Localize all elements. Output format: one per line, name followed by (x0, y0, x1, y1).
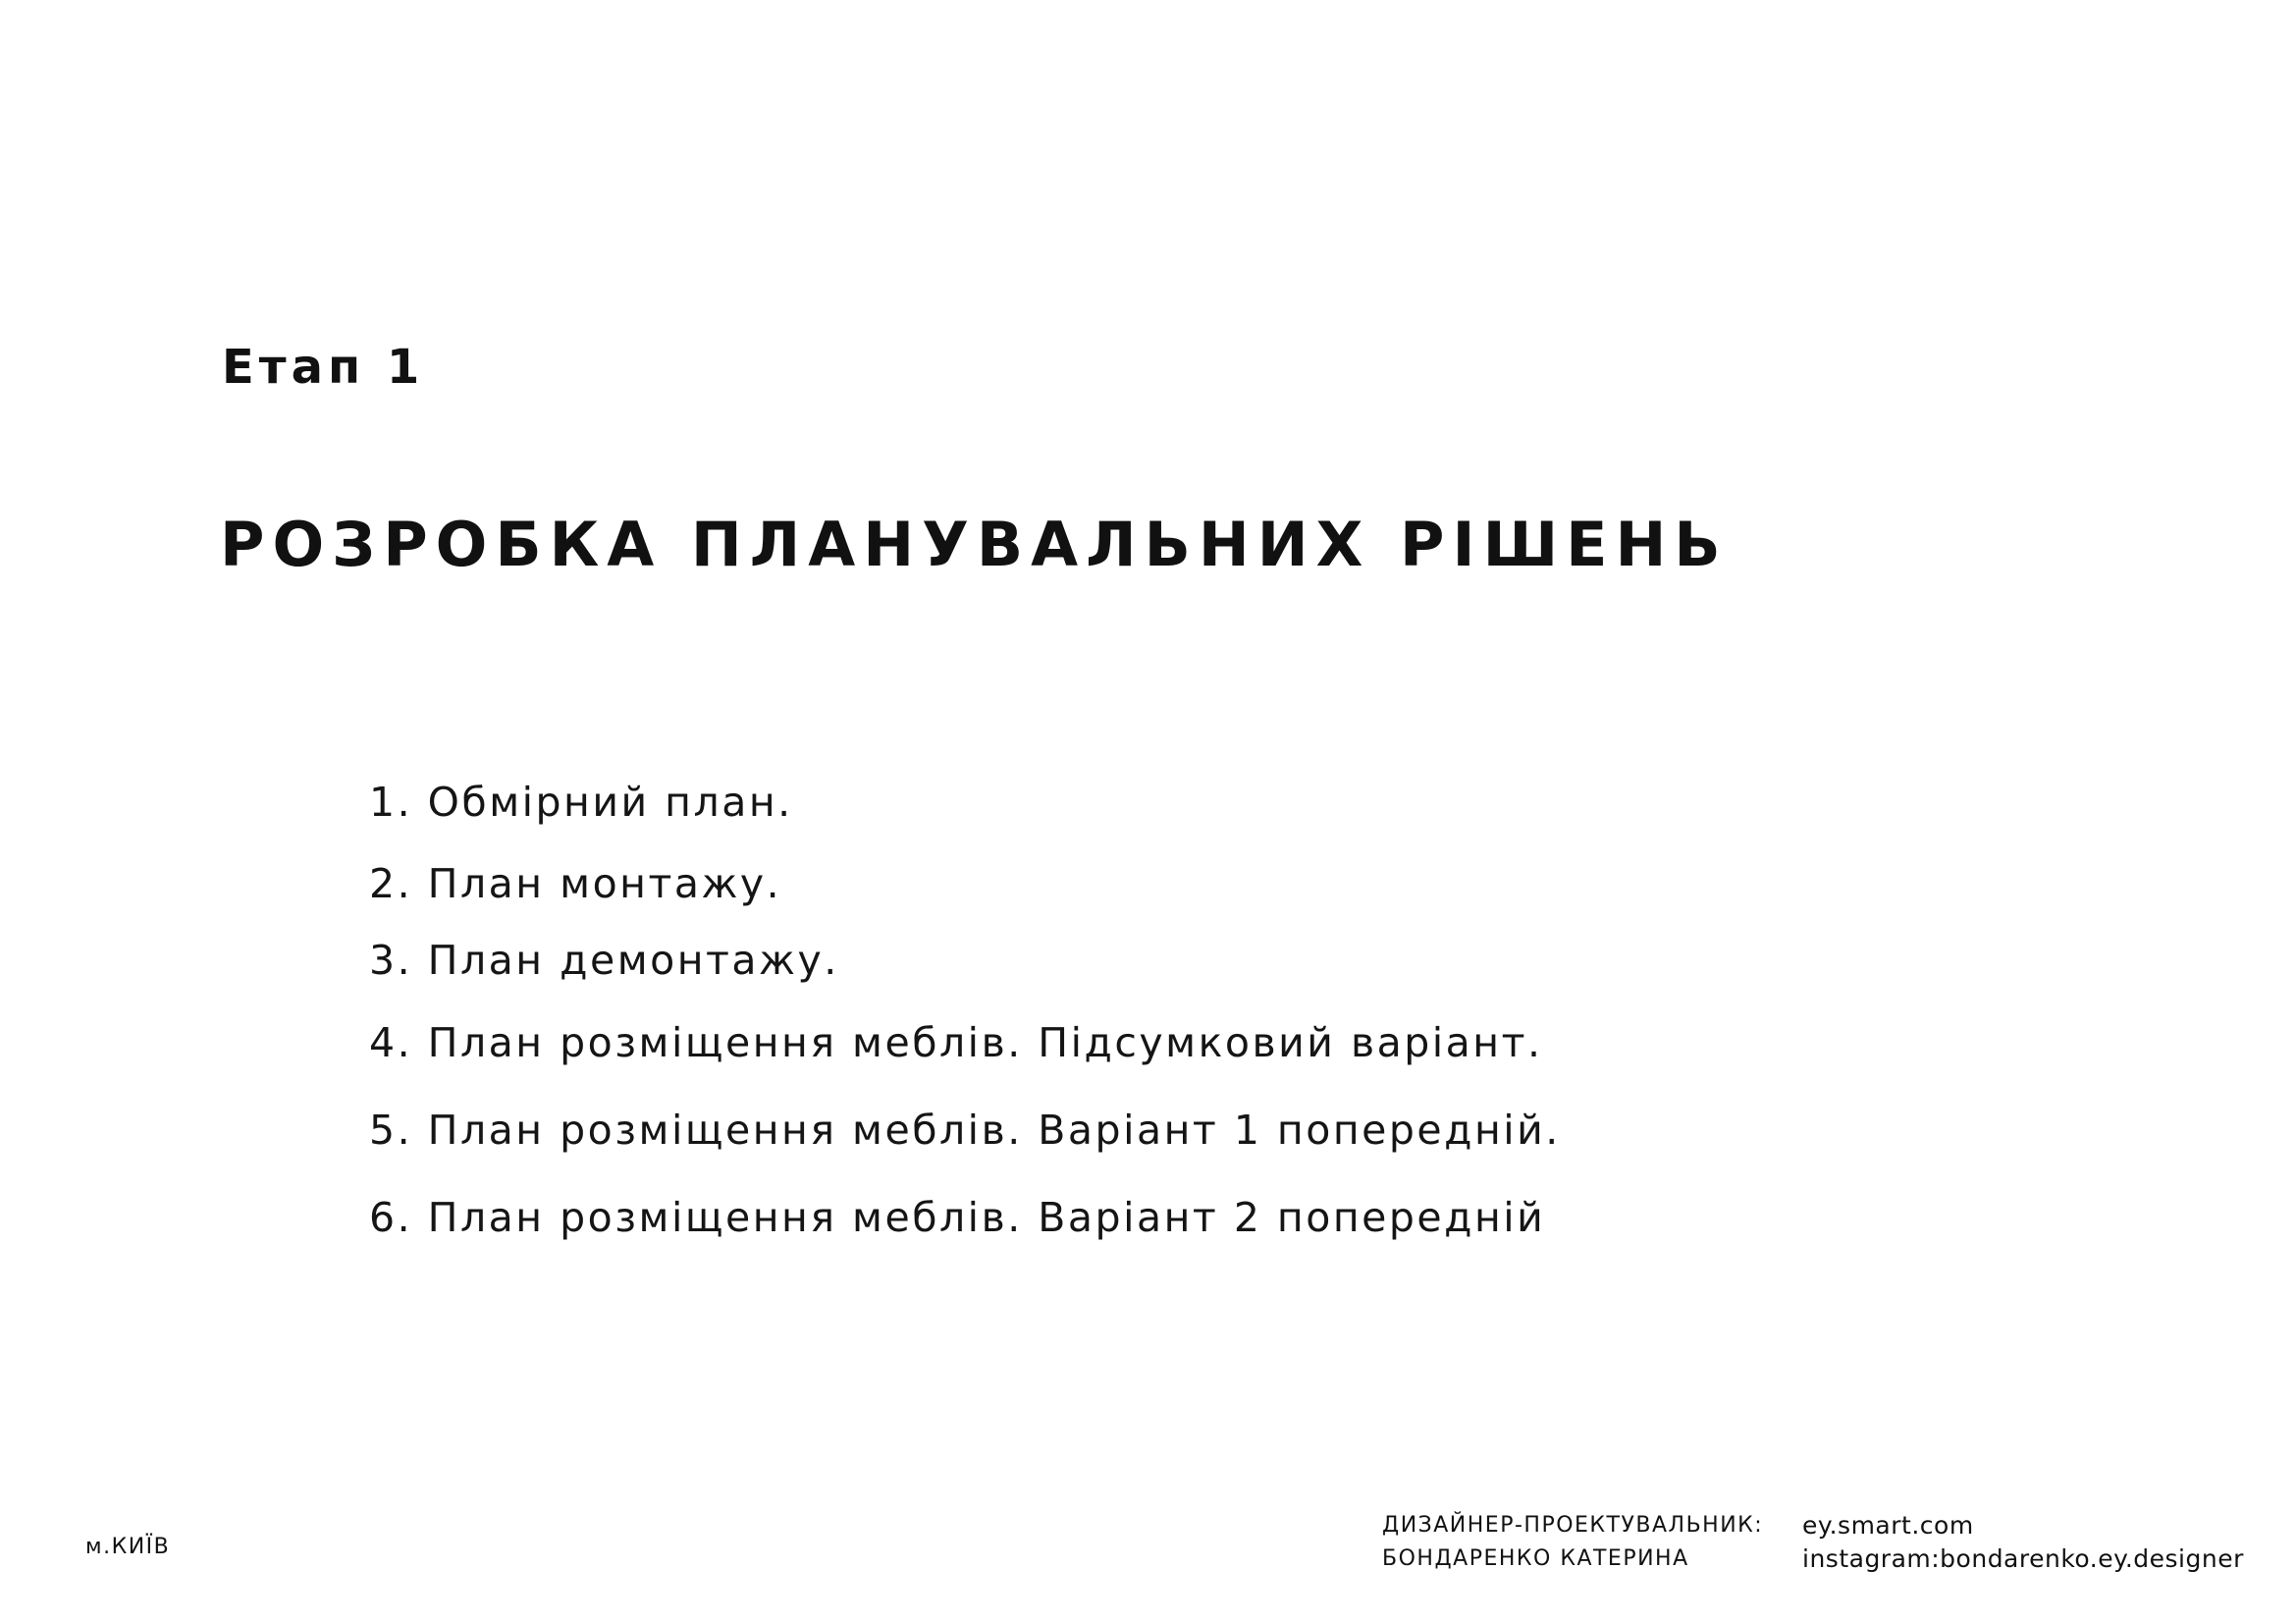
task-item-furniture-variant-2: 6. План розміщення меблів. Варіант 2 попередній (369, 1194, 1546, 1241)
footer-designer (1382, 1509, 1763, 1576)
footer-city: м.КИЇВ (85, 1535, 171, 1559)
task-item-furniture-variant-1: 5. План розміщення меблів. Варіант 1 попередній. (369, 1107, 1561, 1154)
designer-name: БОНДАРЕНКО КАТЕРИНА (1382, 1546, 1689, 1571)
task-item-installation-plan: 2. План монтажу. (369, 860, 782, 907)
footer-contacts (1802, 1509, 2244, 1576)
task-item-measurement-plan: 1. Обмірний план. (369, 779, 793, 826)
task-item-furniture-final: 4. План розміщення меблів. Підсумковий варіант. (369, 1019, 1543, 1066)
designer-role: ДИЗАЙНЕР-ПРОЕКТУВАЛЬНИК: (1382, 1513, 1764, 1538)
task-item-demolition-plan: 3. План демонтажу. (369, 937, 839, 984)
instagram-link[interactable]: instagram:bondarenko.ey.designer (1802, 1544, 2244, 1573)
website-link[interactable]: ey.smart.com (1802, 1511, 1974, 1540)
page-title: РОЗРОБКА ПЛАНУВАЛЬНИХ РІШЕНЬ (220, 509, 1729, 580)
stage-label: Етап 1 (222, 340, 425, 395)
